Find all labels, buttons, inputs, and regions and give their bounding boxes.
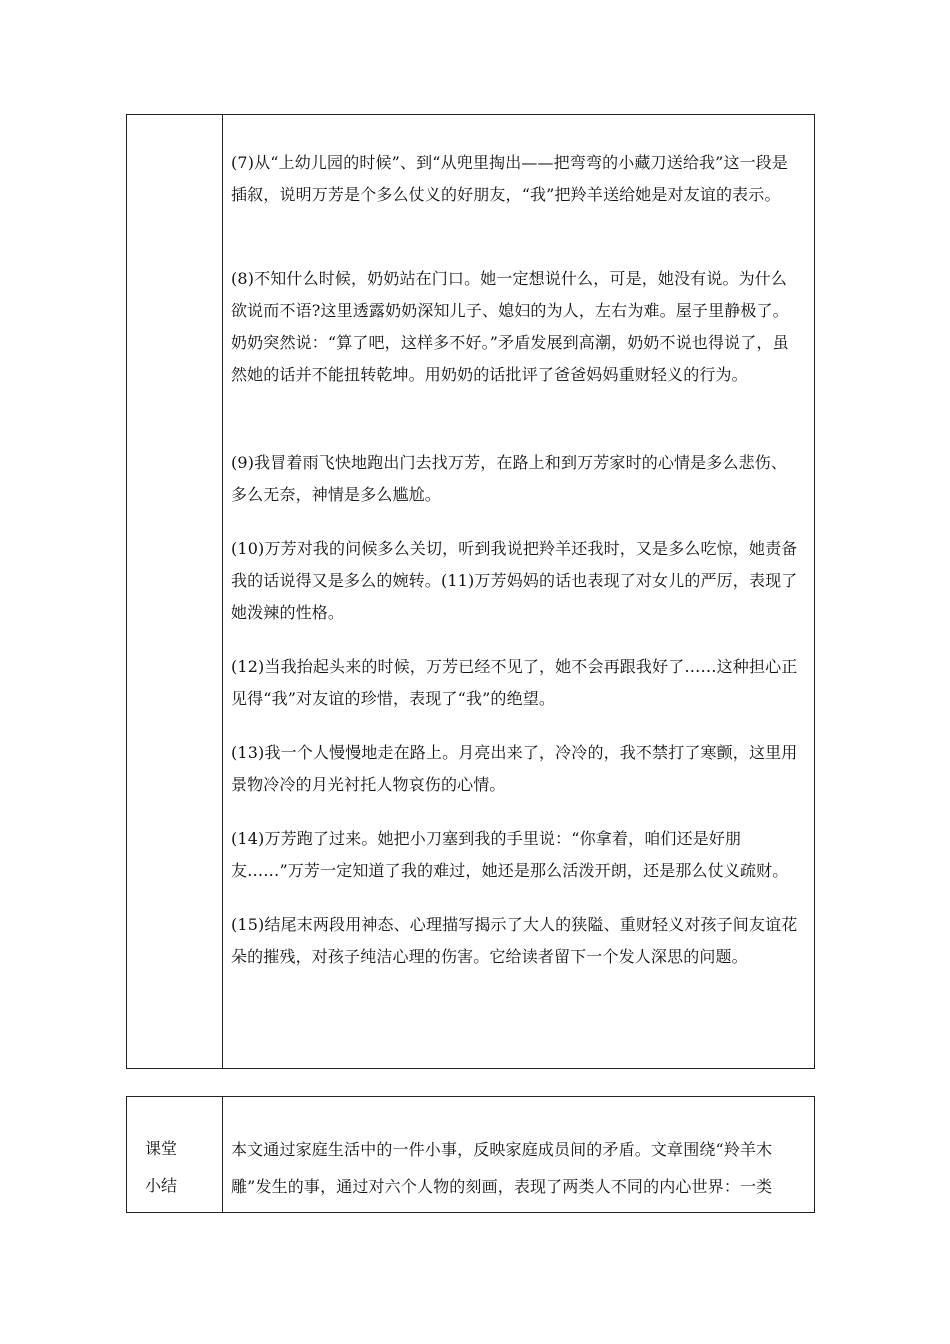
summary-table <box>126 1096 815 1213</box>
summary-label-line2: 小结 <box>145 1176 178 1195</box>
paragraph-9: (9)我冒着雨飞快地跑出门去找万芳，在路上和到万芳家时的心情是多么悲伤、多么无奈，神情是多么尴尬。 <box>231 453 788 504</box>
paragraph-15: (15)结尾末两段用神态、心理描写揭示了大人的狭隘、重财轻义对孩子间友谊花朵的摧残，对孩子纯洁心理的伤害。它给读者留下一个发人深思的问题。 <box>231 915 798 966</box>
label-column <box>127 115 223 1068</box>
summary-label-line1: 课堂 <box>145 1139 178 1158</box>
paragraph-13: (13)我一个人慢慢地走在路上。月亮出来了，冷冷的，我不禁打了寒颤，这里用景物冷冷的月光衬托人物哀伤的心情。 <box>231 743 798 794</box>
paragraph-8: (8)不知什么时候，奶奶站在门口。她一定想说什么，可是，她没有说。为什么欲说而不语?这里透露奶奶深知儿子、媳妇的为人，左右为难。屋子里静极了。奶奶突然说：“算了吧，这样多不好。”矛盾发展到高潮，奶奶不说也得说了，虽然她的话并不能扭转乾坤。用奶奶的话批评了爸爸妈妈重财轻义的行为。 <box>231 269 789 384</box>
paragraph-12: (12)当我抬起头来的时候，万芳已经不见了，她不会再跟我好了……这种担心正见得“我”对友谊的珍惜，表现了“我”的绝望。 <box>231 657 798 708</box>
paragraph-14: (14)万芳跑了过来。她把小刀塞到我的手里说：“你拿着，咱们还是好朋友……”万芳一定知道了我的难过，她还是那么活泼开朗，还是那么仗义疏财。 <box>231 829 789 880</box>
summary-text: 本文通过家庭生活中的一件小事，反映家庭成员间的矛盾。文章围绕“羚羊木雕”发生的事，通过对六个人物的刻画，表现了两类人不同的内心世界：一类 <box>231 1140 773 1196</box>
analysis-table <box>126 114 815 1069</box>
paragraph-10-11: (10)万芳对我的问候多么关切，听到我说把羚羊还我时，又是多么吃惊，她责备我的话说得又是多么的婉转。(11)万芳妈妈的话也表现了对女儿的严厉，表现了她泼辣的性格。 <box>231 539 798 622</box>
summary-label-cell <box>127 1097 223 1212</box>
paragraph-7: (7)从“上幼儿园的时候”、到“从兜里掏出——把弯弯的小藏刀送给我”这一段是插叙，说明万芳是个多么仗义的好朋友，“我”把羚羊送给她是对友谊的表示。 <box>231 153 789 204</box>
